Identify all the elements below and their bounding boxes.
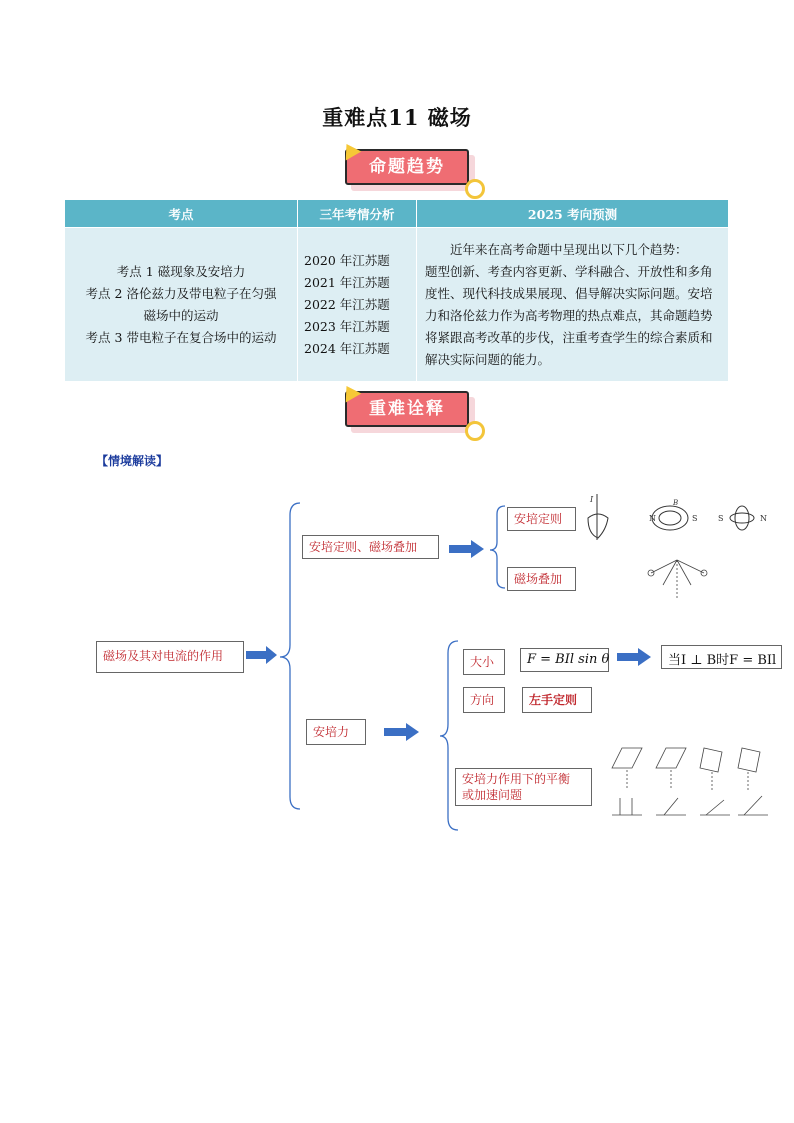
prediction-cell: 近年来在高考命题中呈现出以下几个趋势： 题型创新、考查内容更新、学科融合、开放性和多角度性、现代科技成果展现、倡导解决实际问题。安培力和洛伦兹力作为高考物理的热点难点，其命题趋势将紧跟高考改革的步伐，注重考查学生的综合素质和解决实际问题的能力。 — [417, 228, 729, 382]
mindmap-branch2: 安培力 — [306, 719, 366, 745]
mindmap-ampere-rule: 安培定则 — [507, 507, 576, 531]
superposition-illustration — [648, 560, 707, 600]
mindmap-direction-rule: 左手定则 — [522, 687, 592, 713]
mindmap-size: 大小 — [463, 649, 505, 675]
bracket-main — [280, 503, 300, 809]
arrow-branch2 — [384, 723, 419, 741]
badge-explain: 重难诠释 — [345, 391, 475, 433]
svg-text:N: N — [760, 514, 767, 523]
header-prediction: 2025 考向预测 — [417, 200, 729, 228]
arrow-root — [246, 646, 277, 664]
mindmap-superposition: 磁场叠加 — [507, 567, 576, 591]
svg-text:S: S — [692, 514, 698, 523]
mindmap-size-result: 当I ⊥ B时F = BIl — [661, 645, 782, 669]
bracket-upper — [490, 506, 505, 588]
mindmap-size-formula: F = BIl sin θ — [520, 648, 609, 672]
mindmap-branch1: 安培定则、磁场叠加 — [302, 535, 439, 559]
svg-text:B: B — [673, 499, 679, 507]
arrow-branch1 — [449, 540, 484, 558]
header-analysis: 三年考情分析 — [298, 200, 417, 228]
mindmap-root: 磁场及其对电流的作用 — [96, 641, 244, 673]
arrow-size — [617, 648, 651, 666]
topic-cell: 考点 1 磁现象及安培力 考点 2 洛伦兹力及带电粒子在匀强 磁场中的运动 考点 3 带电粒子在复合场中的运动 — [65, 228, 298, 382]
mindmap-problem: 安培力作用下的平衡 或加速问题 — [455, 768, 592, 806]
svg-text:N: N — [649, 514, 656, 523]
mindmap-direction: 方向 — [463, 687, 505, 713]
analysis-cell: 2020 年江苏题 2021 年江苏题 2022 年江苏题 2023 年江苏题 2024 年江苏题 — [298, 228, 417, 382]
equilibrium-illustration — [612, 748, 768, 815]
section-label: 【情境解读】 — [96, 454, 169, 468]
header-topic: 考点 — [65, 200, 298, 228]
svg-text:I: I — [590, 495, 594, 504]
svg-text:S: S — [718, 514, 724, 523]
ampere-rule-illustration — [588, 494, 767, 540]
page-title: 重难点11 磁场 — [322, 105, 472, 130]
badge-trend: 命题趋势 — [345, 149, 475, 191]
